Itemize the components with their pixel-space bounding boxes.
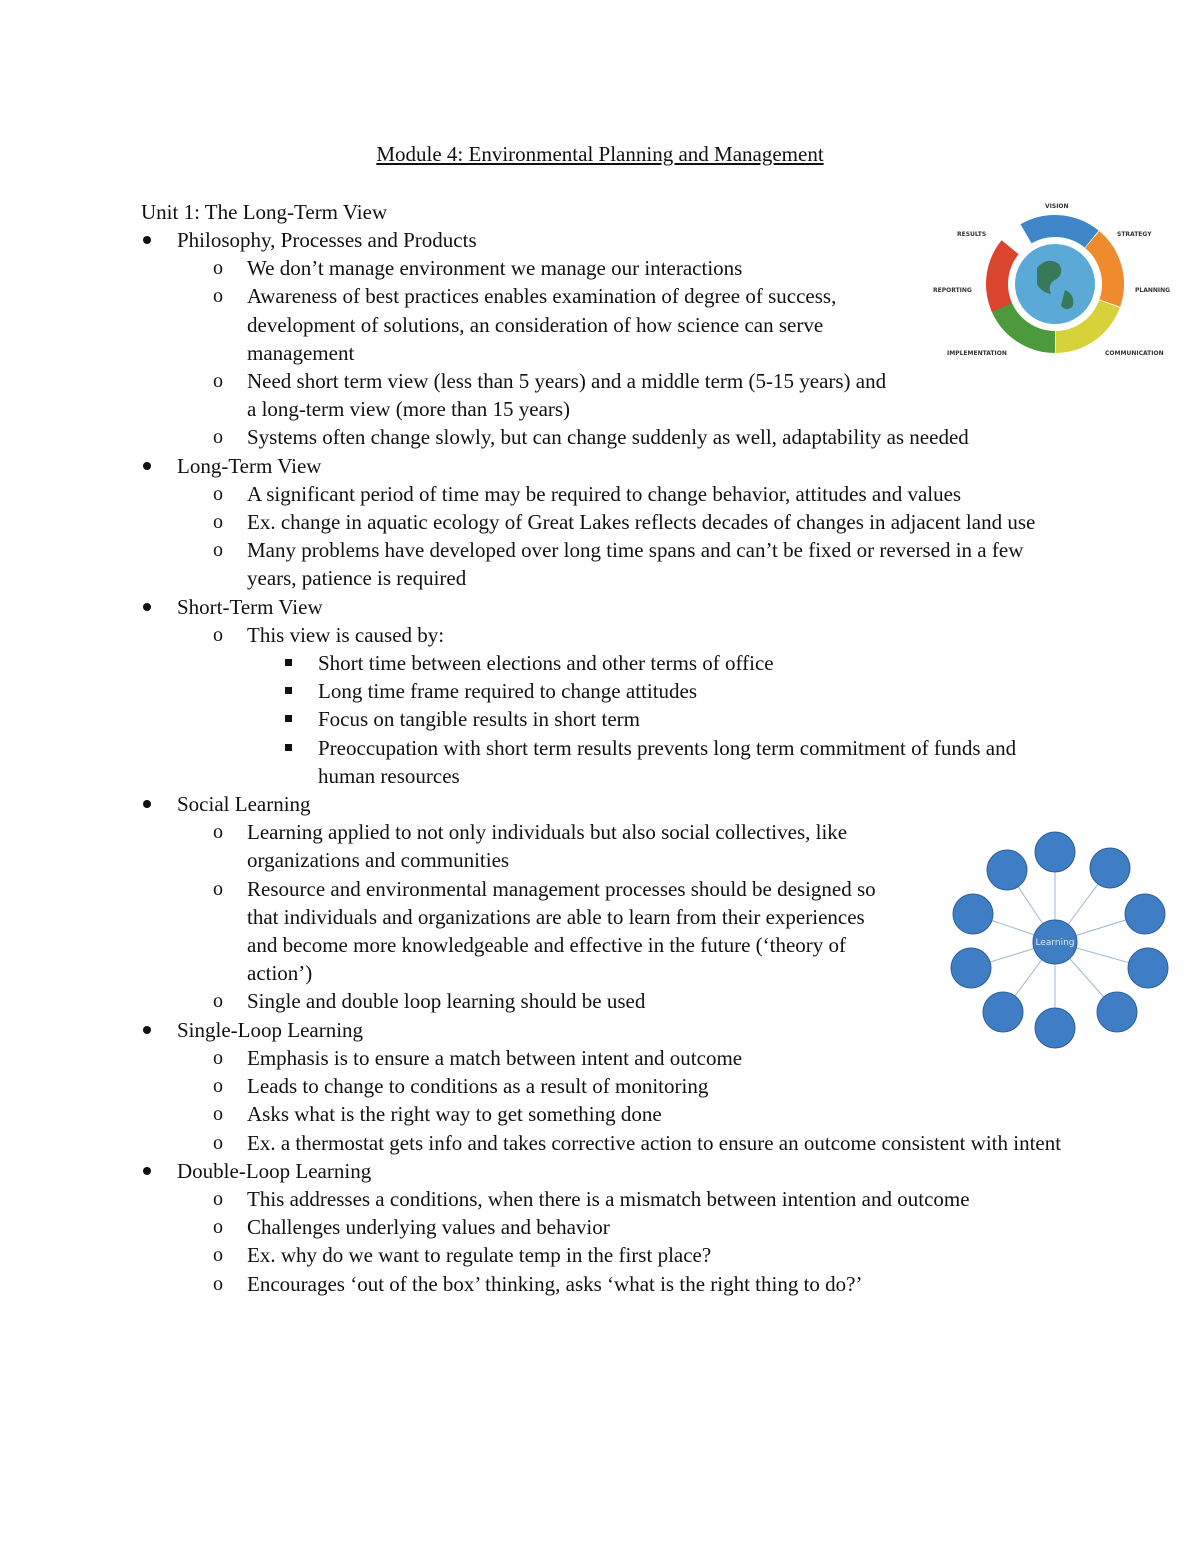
list-item: o Encourages ‘out of the box’ thinking, asks ‘what is the right thing to do?’ <box>141 1270 1071 1298</box>
learning-center-label: Learning <box>1035 938 1075 948</box>
list-item: o Need short term view (less than 5 years) and a middle term (5-15 years) and a long-term view (more than 15 years) <box>141 367 897 423</box>
sub-list-item: Short time between elections and other terms of office <box>141 649 1071 677</box>
learning-node <box>1128 948 1168 988</box>
sub-list-item: Preoccupation with short term results prevents long term commitment of funds and human resources <box>141 734 1071 790</box>
list-item: o Emphasis is to ensure a match between intent and outcome <box>141 1044 1071 1072</box>
list-item: o A significant period of time may be required to change behavior, attitudes and values <box>141 480 1071 508</box>
list-item: o We don’t manage environment we manage our interactions <box>141 254 1071 282</box>
sub-list-item: Long time frame required to change attitudes <box>141 677 1071 705</box>
sub-list-item: Focus on tangible results in short term <box>141 705 1071 733</box>
list-item: o Leads to change to conditions as a result of monitoring <box>141 1072 1071 1100</box>
cycle-label-results: RESULTS <box>957 231 987 238</box>
list-item: o Learning applied to not only individuals but also social collectives, like organizations and communities <box>141 818 897 874</box>
list-item: o Challenges underlying values and behavior <box>141 1213 1071 1241</box>
list-item: o Awareness of best practices enables examination of degree of success, development of solutions, an consideration of how science can serve management <box>141 282 897 367</box>
cycle-label-vision: VISION <box>1045 203 1069 210</box>
cycle-label-implementation: IMPLEMENTATION <box>947 350 1007 357</box>
learning-node <box>1090 848 1130 888</box>
cycle-label-strategy: STRATEGY <box>1117 231 1152 238</box>
page-title: Module 4: Environmental Planning and Management <box>376 142 824 166</box>
list-item: o Systems often change slowly, but can change suddenly as well, adaptability as needed <box>141 423 1071 451</box>
list-item: o Many problems have developed over long time spans and can’t be fixed or reversed in a few years, patience is required <box>141 536 1071 592</box>
list-item: o Ex. why do we want to regulate temp in the first place? <box>141 1241 1071 1269</box>
cycle-label-planning: PLANNING <box>1135 287 1171 294</box>
unit-title: Unit 1: The Long-Term View <box>141 200 388 224</box>
notes-outline <box>141 226 1071 1298</box>
bullet-short-term-view: Short-Term View <box>141 593 1071 621</box>
list-item: o This addresses a conditions, when there is a mismatch between intention and outcome <box>141 1185 1071 1213</box>
cycle-label-communication: COMMUNICATION <box>1105 350 1164 357</box>
learning-node <box>1097 992 1137 1032</box>
list-item: o Asks what is the right way to get something done <box>141 1100 1071 1128</box>
list-item: o Resource and environmental management processes should be designed so that individuals and organizations are able to learn from their experiences and become more knowledgeable and effective in the future (‘theory of action’) <box>141 875 897 988</box>
list-item: o Ex. change in aquatic ecology of Great Lakes reflects decades of changes in adjacent land use <box>141 508 1071 536</box>
list-item: o This view is caused by: <box>141 621 1071 649</box>
bullet-single-loop: Single-Loop Learning <box>141 1016 1071 1044</box>
bullet-long-term-view: Long-Term View <box>141 452 1071 480</box>
bullet-philosophy: Philosophy, Processes and Products <box>141 226 1071 254</box>
learning-node <box>1125 894 1165 934</box>
list-item: o Ex. a thermostat gets info and takes corrective action to ensure an outcome consistent with intent <box>141 1129 1071 1157</box>
list-item: o Single and double loop learning should be used <box>141 987 1071 1015</box>
bullet-social-learning: Social Learning <box>141 790 1071 818</box>
cycle-label-reporting: REPORTING <box>933 287 972 294</box>
bullet-double-loop: Double-Loop Learning <box>141 1157 1071 1185</box>
